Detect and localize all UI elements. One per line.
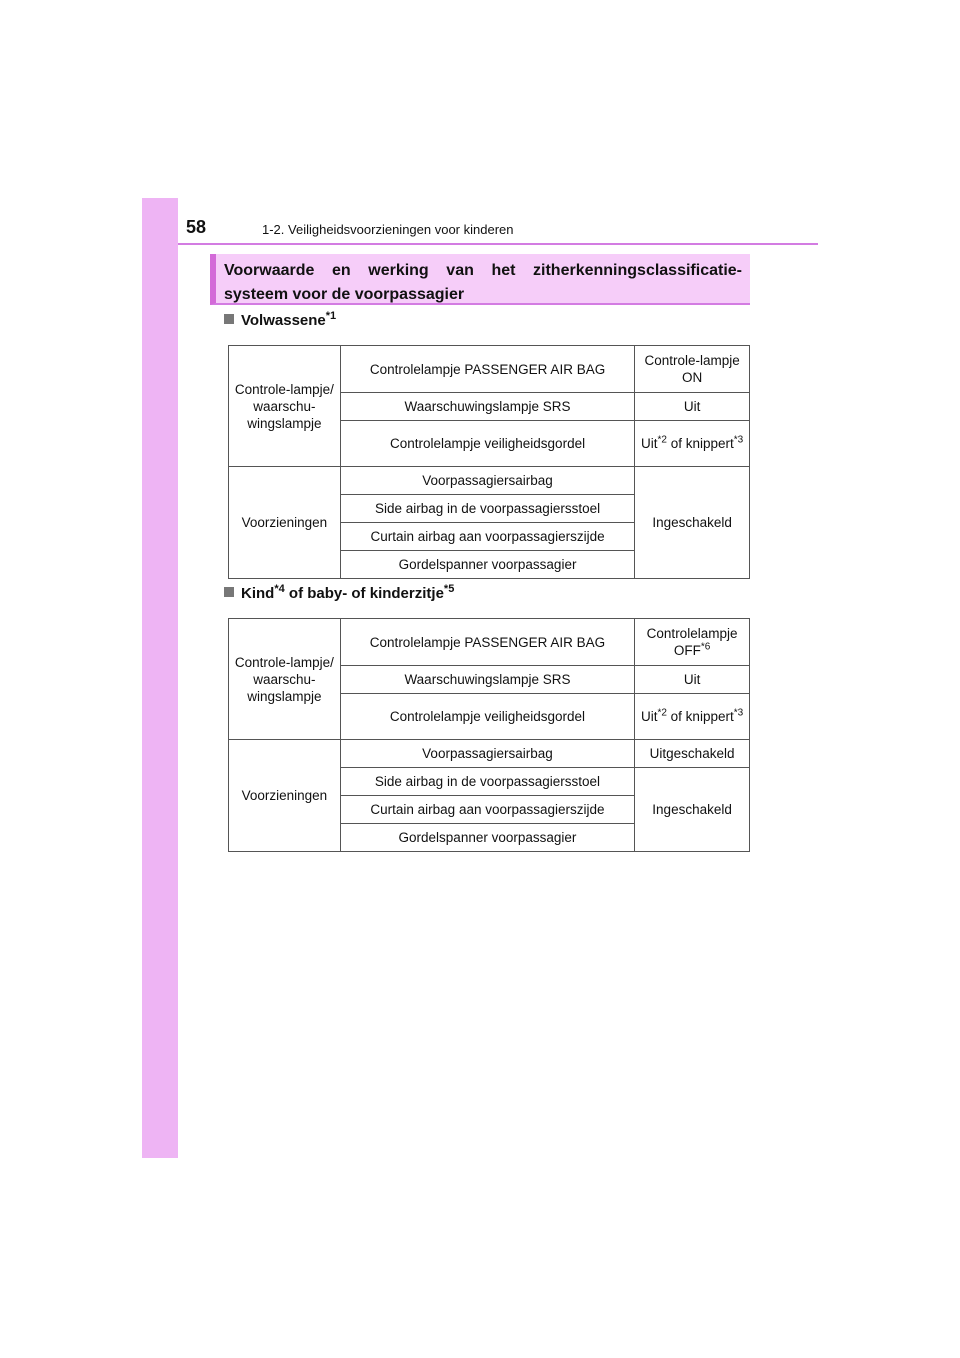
table-cell: Controlelampje PASSENGER AIR BAG	[340, 619, 634, 666]
group-label: Voorzieningen	[229, 740, 341, 852]
adult-table	[228, 345, 750, 579]
table-cell: Gordelspanner voorpassagier	[340, 551, 634, 579]
footnote-ref: *3	[733, 707, 744, 719]
table-cell: Voorpassagiersairbag	[340, 467, 634, 495]
chapter-title: 1-2. Veiligheidsvoorzieningen voor kinderen	[262, 222, 514, 237]
footnote-ref: *6	[700, 641, 711, 653]
footnote-ref: *2	[657, 434, 667, 446]
table-cell: Controlelampje veiligheidsgordel	[340, 694, 634, 740]
group-label: Controle-lampje/ waarschu-wingslampje	[229, 619, 341, 740]
table-cell: Ingeschakeld	[635, 768, 750, 852]
footnote-ref: *2	[657, 707, 667, 719]
footnote-ref: *4	[274, 583, 285, 595]
table-cell: Waarschuwingslampje SRS	[340, 666, 634, 694]
child-table	[228, 618, 750, 852]
footnote-ref: *1	[325, 310, 337, 322]
group-label: Voorzieningen	[229, 467, 341, 579]
adult-heading: Volwassene$^{*1}$	[224, 312, 336, 329]
table-cell: Controle-lampje ON	[635, 346, 750, 393]
table-cell: Uit	[635, 393, 750, 421]
table-cell: Curtain airbag aan voorpassagierszijde	[340, 796, 634, 824]
table-row	[229, 467, 750, 495]
table-cell: Waarschuwingslampje SRS	[340, 393, 634, 421]
table-cell: Ingeschakeld	[635, 467, 750, 579]
square-bullet-icon	[224, 314, 234, 324]
table-cell: Uitgeschakeld	[635, 740, 750, 768]
table-row	[229, 619, 750, 666]
table-cell: Controlelampje PASSENGER AIR BAG	[340, 346, 634, 393]
table-row	[229, 346, 750, 393]
table-cell: Curtain airbag aan voorpassagierszijde	[340, 523, 634, 551]
page-number: 58	[186, 217, 207, 237]
section-title-box	[210, 254, 750, 305]
footnote-ref: *5	[443, 583, 455, 595]
table-cell: Uit	[635, 666, 750, 694]
table-cell: Controlelampje veiligheidsgordel	[340, 421, 634, 467]
table-cell: Gordelspanner voorpassagier	[340, 824, 634, 852]
square-bullet-icon	[224, 587, 234, 597]
header-divider	[178, 243, 818, 245]
section-title-line2: systeem voor de voorpassagier	[224, 286, 465, 303]
table-cell: Uit$^{*2}$ of knippert$^{*3}$	[635, 694, 750, 740]
footnote-ref: *3	[733, 434, 744, 446]
table-row	[229, 740, 750, 768]
child-heading: Kind$^{*4}$ of baby- of kinderzitje$^{*5}$	[224, 585, 454, 602]
group-label: Controle-lampje/ waarschu-wingslampje	[229, 346, 341, 467]
side-tab-bar	[142, 198, 178, 1158]
table-cell: Side airbag in de voorpassagiersstoel	[340, 768, 634, 796]
table-cell: Side airbag in de voorpassagiersstoel	[340, 495, 634, 523]
table-cell: Voorpassagiersairbag	[340, 740, 634, 768]
section-title-line1: Voorwaarde en werking van het zitherkenningsclassificatie-	[224, 262, 742, 279]
table-cell: Controlelampje OFF$^{*6}$	[635, 619, 750, 666]
table-cell: Uit$^{*2}$ of knippert$^{*3}$	[635, 421, 750, 467]
